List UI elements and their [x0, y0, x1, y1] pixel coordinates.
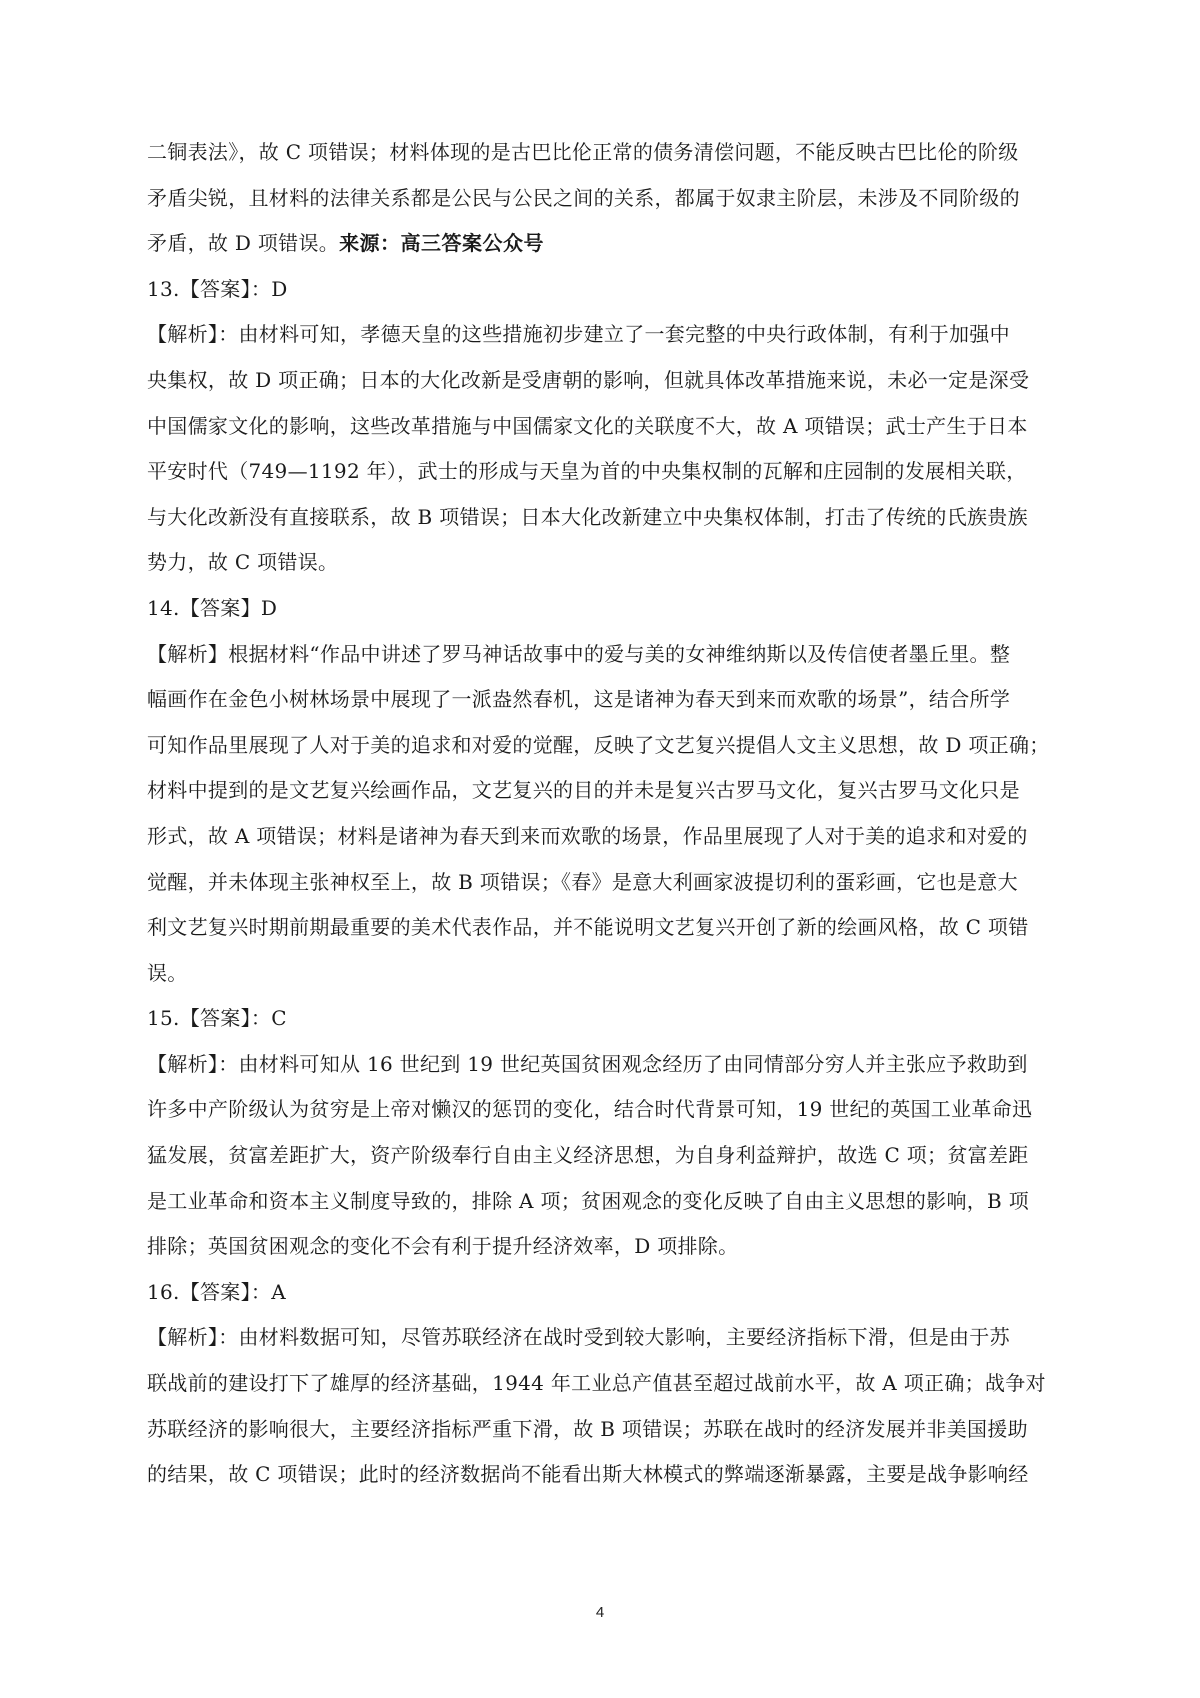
- text-line: 平安时代（749—1192 年），武士的形成与天皇为首的中央集权制的瓦解和庄园制的发展相关联，: [147, 459, 1027, 484]
- text-line: 【解析】根据材料“作品中讲述了罗马神话故事中的爱与美的女神维纳斯以及传信使者墨丘里。整: [147, 641, 1011, 666]
- text-line: 央集权，故 D 项正确；日本的大化改新是受唐朝的影响，但就具体改革措施来说，未必一定是深受: [147, 367, 1030, 392]
- text-line: 【解析】：由材料可知从 16 世纪到 19 世纪英国贫困观念经历了由同情部分穷人并主张应予救助到: [147, 1051, 1028, 1076]
- text-line: 许多中产阶级认为贫穷是上帝对懒汉的惩罚的变化，结合时代背景可知，19 世纪的英国工业革命迅: [147, 1097, 1033, 1122]
- text-line: 【解析】：由材料数据可知，尽管苏联经济在战时受到较大影响，主要经济指标下滑，但是由于苏: [147, 1325, 1010, 1350]
- page-number: 4: [595, 1604, 605, 1621]
- text-line: 是工业革命和资本主义制度导致的，排除 A 项；贫困观念的变化反映了自由主义思想的影响，B 项: [147, 1188, 1030, 1213]
- text-line: 排除；英国贫困观念的变化不会有利于提升经济效率，D 项排除。: [147, 1234, 739, 1259]
- text-line: 利文艺复兴时期前期最重要的美术代表作品，并不能说明文艺复兴开创了新的绘画风格，故 C 项错: [147, 915, 1029, 940]
- text-line: 联战前的建设打下了雄厚的经济基础，1944 年工业总产值甚至超过战前水平，故 A 项正确；战争对: [147, 1371, 1046, 1396]
- text-line: 中国儒家文化的影响，这些改革措施与中国儒家文化的关联度不大，故 A 项错误；武士产生于日本: [147, 413, 1028, 438]
- answer-heading-15: 15.【答案】：C: [147, 1006, 287, 1031]
- text-line: 矛盾尖锐，且材料的法律关系都是公民与公民之间的关系，都属于奴隶主阶层，未涉及不同阶级的: [147, 185, 1020, 210]
- document-body: [147, 130, 1067, 1498]
- text-line-with-source: [147, 221, 1067, 267]
- text-line: 材料中提到的是文艺复兴绘画作品，文艺复兴的目的并未是复兴古罗马文化，复兴古罗马文化只是: [147, 778, 1020, 803]
- text-line: 形式，故 A 项错误；材料是诸神为春天到来而欢歌的场景，作品里展现了人对于美的追求和对爱的: [147, 823, 1028, 848]
- text-line: 矛盾，故 D 项错误。: [147, 231, 340, 256]
- text-line: 二铜表法》，故 C 项错误；材料体现的是古巴比伦正常的债务清偿问题，不能反映古巴比伦的阶级: [147, 140, 1019, 164]
- text-line: 【解析】：由材料可知，孝德天皇的这些措施初步建立了一套完整的中央行政体制，有利于加强中: [147, 322, 1010, 347]
- text-line: 的结果，故 C 项错误；此时的经济数据尚不能看出斯大林模式的弊端逐渐暴露，主要是战争影响经: [147, 1462, 1029, 1487]
- text-line: 势力，故 C 项错误。: [147, 550, 339, 575]
- answer-heading-16: 16.【答案】：A: [147, 1279, 286, 1304]
- text-line: 苏联经济的影响很大，主要经济指标严重下滑，故 B 项错误；苏联在战时的经济发展并非美国援助: [147, 1416, 1028, 1441]
- text-line: 可知作品里展现了人对于美的追求和对爱的觉醒，反映了文艺复兴提倡人文主义思想，故 D 项正确；: [147, 732, 1050, 757]
- text-line: 幅画作在金色小树林场景中展现了一派盎然春机，这是诸神为春天到来而欢歌的场景”，结合所学: [147, 687, 1011, 712]
- text-line: 觉醒，并未体现主张神权至上，故 B 项错误；《春》是意大利画家波提切利的蛋彩画，它也是意大: [147, 869, 1018, 894]
- text-line: 猛发展，贫富差距扩大，资产阶级奉行自由主义经济思想，为自身利益辩护，故选 C 项；贫富差距: [147, 1143, 1029, 1168]
- answer-heading-13: 13.【答案】：D: [147, 276, 288, 301]
- text-line: 误。: [147, 960, 188, 985]
- text-line: 与大化改新没有直接联系，故 B 项错误；日本大化改新建立中央集权体制，打击了传统的氏族贵族: [147, 504, 1028, 529]
- source-note: 来源：高三答案公众号: [339, 231, 545, 256]
- answer-heading-14: 14.【答案】D: [147, 595, 278, 620]
